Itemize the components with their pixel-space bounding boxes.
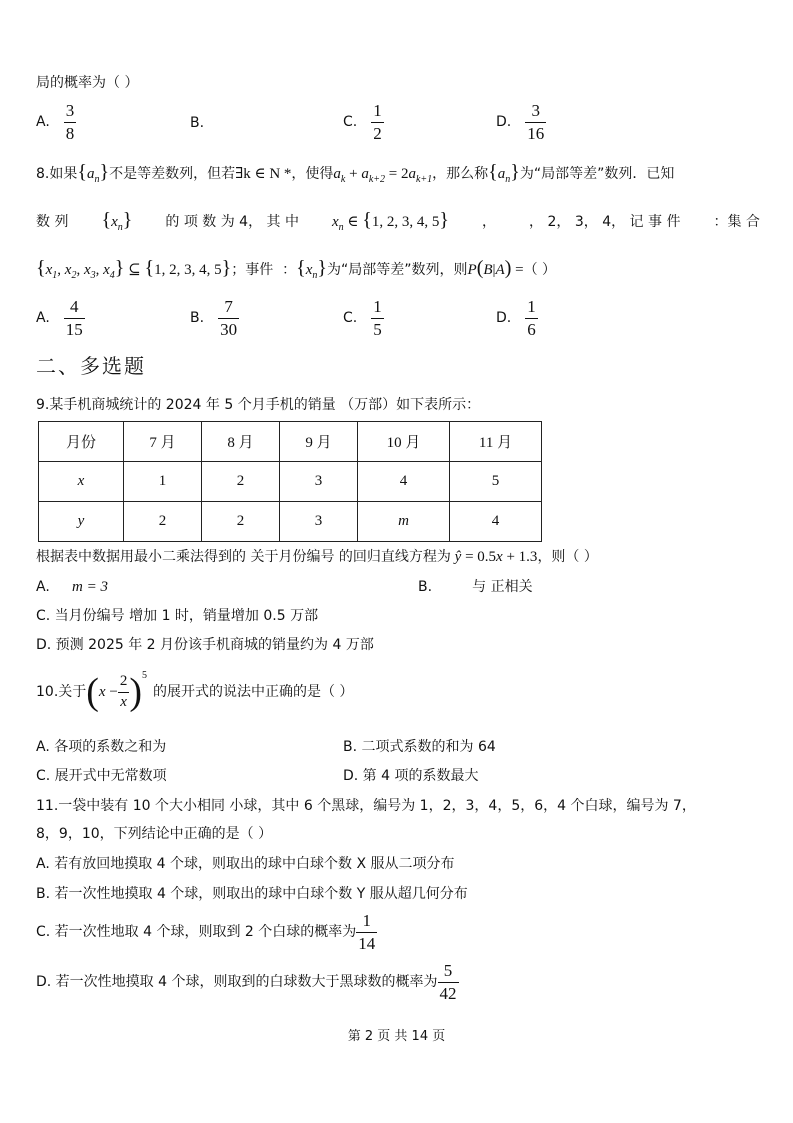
q8-option-d[interactable] bbox=[496, 298, 538, 339]
page-footer: 第 2 页 共 14 页 bbox=[347, 1029, 446, 1044]
fraction: $\frac{4}{15}$ bbox=[65, 297, 83, 339]
table-cell: 2 bbox=[202, 502, 280, 542]
fraction: $\frac{3}{8}$ bbox=[65, 101, 75, 143]
table-cell: 9 月 bbox=[280, 422, 358, 462]
q8-line-3: {$x_1$, $x_2$, $x_3$, $x_4$} ⊆ {1, 2, 3, 4, 5}；事件 ：$\{x_n\}$为“局部等差”数列，则P(B|A) =（ ） bbox=[36, 257, 557, 281]
q9-stem: 9.某手机商城统计的 2024 年 5 个月手机的销量 （万部）如下表所示： bbox=[36, 397, 481, 413]
option-label: A. bbox=[36, 114, 50, 131]
table-cell: 4 bbox=[358, 462, 450, 502]
section-heading: 二、多选题 bbox=[36, 354, 146, 378]
option-label: B. bbox=[190, 310, 205, 327]
option-label: C. bbox=[343, 114, 358, 131]
table-cell: 2 bbox=[124, 502, 202, 542]
fraction: $\frac{1}{5}$ bbox=[373, 297, 382, 339]
q11-line-1: 11.一袋中装有 10 个大小相同 小球，其中 6 个黑球，编号为 1，2，3，4，5，6，4 个白球，编号为 7， bbox=[36, 798, 696, 814]
option-label: B. bbox=[190, 115, 205, 131]
q10-option-c[interactable]: C. 展开式中无常数项 bbox=[36, 768, 167, 784]
q9-option-b[interactable]: B. 与 正相关 bbox=[418, 579, 533, 595]
q11-option-a[interactable]: A. 若有放回地摸取 4 个球，则取出的球中白球个数 X 服从二项分布 bbox=[36, 856, 455, 872]
table-cell: 10 月 bbox=[358, 422, 450, 462]
table-cell: 8 月 bbox=[202, 422, 280, 462]
q10-option-a[interactable]: A. 各项的系数之和为 bbox=[36, 739, 167, 755]
table-cell: 4 bbox=[450, 502, 542, 542]
fraction: $\frac{7}{30}$ bbox=[220, 297, 238, 339]
table-cell: 月份 bbox=[39, 422, 124, 462]
table-cell: 1 bbox=[124, 462, 202, 502]
option-label: D. bbox=[496, 114, 512, 131]
fraction: $\frac{1}{14}$ bbox=[358, 911, 376, 953]
q10-option-b[interactable]: B. 二项式系数的和为 64 bbox=[343, 739, 496, 755]
table-cell: 2 bbox=[202, 462, 280, 502]
table-cell: y bbox=[39, 502, 124, 542]
q7-option-a[interactable] bbox=[36, 102, 76, 143]
q8-option-b[interactable] bbox=[190, 298, 239, 339]
q9-regression-line: 根据表中数据用最小二乘法得到的 关于月份编号 的回归直线方程为 ŷ = 0.5x + 1.3，则（ ） bbox=[36, 549, 598, 565]
fraction: $\frac{3}{16}$ bbox=[527, 101, 545, 143]
table-row bbox=[39, 422, 542, 462]
table-cell: m bbox=[358, 502, 450, 542]
q9-option-d[interactable]: D. 预测 2025 年 2 月份该手机商城的销量约为 4 万部 bbox=[36, 637, 374, 653]
table-cell: 5 bbox=[450, 462, 542, 502]
option-label: C. bbox=[343, 310, 358, 327]
q8-option-c[interactable] bbox=[343, 298, 384, 339]
q10-stem: 10.关于 ( x − $\frac{2}{x}$ ) 5 的展开式的说法中正确的是（ ） bbox=[36, 670, 354, 713]
fraction: $\frac{5}{42}$ bbox=[439, 961, 457, 1003]
q8-option-a[interactable] bbox=[36, 298, 85, 339]
q9-option-c[interactable]: C. 当月份编号 增加 1 时，销量增加 0.5 万部 bbox=[36, 608, 319, 624]
q11-option-b[interactable]: B. 若一次性地摸取 4 个球，则取出的球中白球个数 Y 服从超几何分布 bbox=[36, 886, 468, 902]
option-label: A. bbox=[36, 310, 50, 327]
table-cell: 3 bbox=[280, 502, 358, 542]
sales-table bbox=[38, 421, 542, 542]
q8-line-1: 8.如果$\{a_n\}$不是等差数列，但若∃k ∈ N *，使得$a_k + a_{k+2} = 2a_{k+1}$，那么称$\{a_n\}$为“局部等差”数列．已知 bbox=[36, 161, 675, 185]
table-cell: 11 月 bbox=[450, 422, 542, 462]
q7-option-b[interactable] bbox=[190, 116, 204, 130]
q10-option-d[interactable]: D. 第 4 项的系数最大 bbox=[343, 768, 479, 784]
fraction: $\frac{1}{2}$ bbox=[373, 101, 382, 143]
table-cell: 7 月 bbox=[124, 422, 202, 462]
q7-option-d[interactable] bbox=[496, 102, 546, 143]
option-label: D. bbox=[496, 310, 512, 327]
q9-option-a[interactable]: A. m = 3 bbox=[36, 579, 109, 595]
table-cell: 3 bbox=[280, 462, 358, 502]
table-cell: x bbox=[39, 462, 124, 502]
table-row bbox=[39, 462, 542, 502]
fraction: $\frac{1}{6}$ bbox=[527, 297, 536, 339]
q7-tail-text: 局的概率为（ ） bbox=[36, 75, 139, 91]
q11-option-d[interactable]: D. 若一次性地摸取 4 个球，则取到的白球数大于黑球数的概率为 $\frac{5}{42}$ bbox=[36, 961, 457, 1003]
q7-option-c[interactable] bbox=[343, 102, 384, 143]
q11-line-2: 8，9，10，下列结论中正确的是（ ） bbox=[36, 826, 273, 842]
q8-line-2: 数 列 $\{x_n\}$ 的 项 数 为 4， 其 中 $x_n$ ∈ {1, 2, 3, 4, 5} ， ， 2， 3， 4， 记 事 件 ：集 合 bbox=[36, 209, 760, 233]
q11-option-c[interactable]: C. 若一次性地取 4 个球，则取到 2 个白球的概率为 $\frac{1}{14}$ bbox=[36, 911, 376, 953]
table-row bbox=[39, 502, 542, 542]
